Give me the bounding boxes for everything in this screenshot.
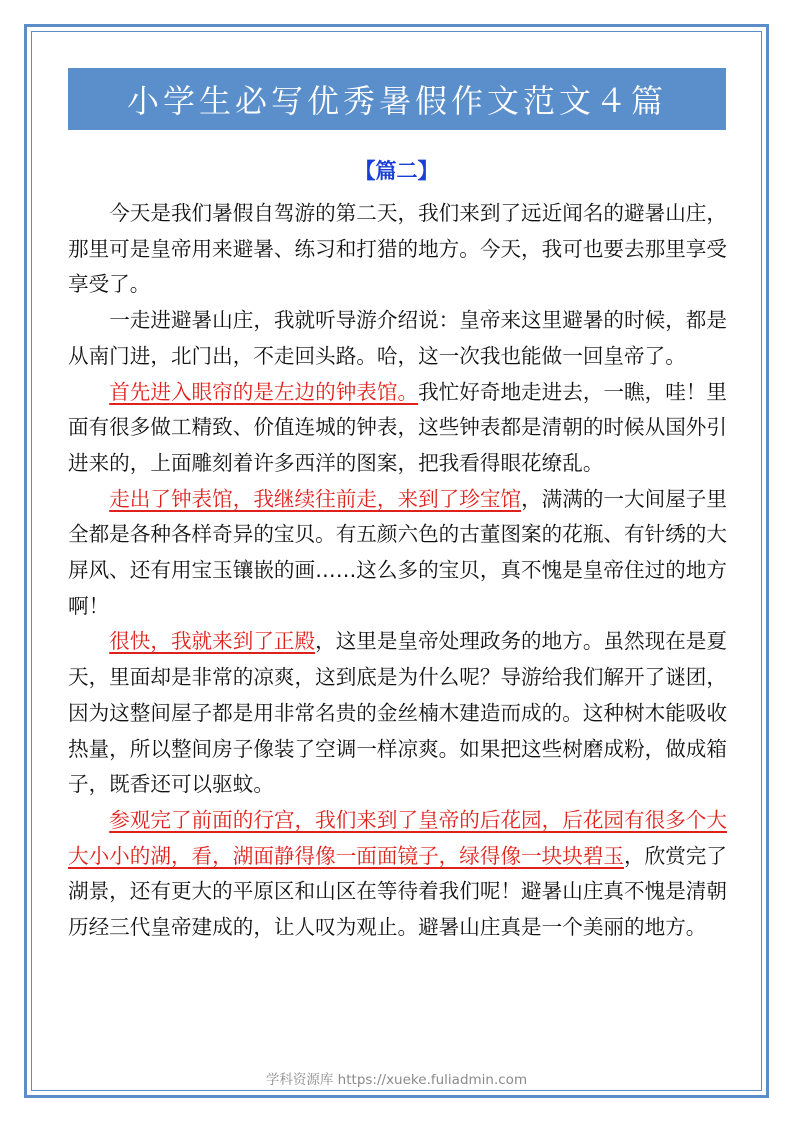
paragraph-1 (68, 196, 728, 303)
highlighted-sentence: 参观完了前面的行宫，我们来到了皇帝的后花园，后花园有很多个大大小小的湖，看，湖面静得像一面面镜子，绿得像一块块碧玉 (68, 807, 727, 868)
paragraph-3 (68, 375, 728, 482)
highlighted-sentence: 走出了钟表馆，我继续往前走，来到了珍宝馆 (109, 486, 522, 511)
paragraph-text: ，欣赏完了湖景，还有更大的平原区和山区在等待着我们呢！避暑山庄真不愧是清朝历经三代皇帝建成的，让人叹为观止。避暑山庄真是一个美丽的地方。 (68, 843, 727, 940)
title-banner (68, 68, 726, 130)
paragraph-4 (68, 482, 728, 625)
footer-source: 学科资源库 https://xueke.fuliadmin.com (265, 1072, 528, 1088)
highlighted-sentence: 首先进入眼帘的是左边的钟表馆。 (109, 379, 419, 404)
paragraph-text: 一走进避暑山庄，我就听导游介绍说：皇帝来这里避暑的时候，都是从南门进，北门出，不走回头路。哈，这一次我也能做一回皇帝了。 (68, 308, 727, 368)
paragraph-text: ，满满的一大间屋子里全都是各种各样奇异的宝贝。有五颜六色的古董图案的花瓶、有针绣的大屏风、还有用宝玉镶嵌的画……这么多的宝贝，真不愧是皇帝住过的地方啊！ (68, 486, 727, 618)
document-title: 小学生必写优秀暑假作文范文４篇 (126, 82, 667, 120)
paragraph-text: 今天是我们暑假自驾游的第二天，我们来到了远近闻名的避暑山庄，那里可是皇帝用来避暑、练习和打猎的地方。今天，我可也要去那里享受享受了。 (68, 201, 727, 297)
paragraph-2 (68, 303, 728, 374)
paragraph-text: ，这里是皇帝处理政务的地方。虽然现在是夏天，里面却是非常的凉爽，这到底是为什么呢？导游给我们解开了谜团，因为这整间屋子都是用非常名贵的金丝楠木建造而成的。这种树木能吸收热量，所以整间房子像装了空调一样凉爽。如果把这些树磨成粉，做成箱子，既香还可以驱蚊。 (68, 629, 727, 797)
highlighted-sentence: 很快，我就来到了正殿 (109, 629, 316, 654)
section-heading: 【篇二】 (354, 159, 439, 183)
essay-body (68, 196, 728, 946)
paragraph-text: 我忙好奇地走进去，一瞧，哇！里面有很多做工精致、价值连城的钟表，这些钟表都是清朝的时候从国外引进来的，上面雕刻着许多西洋的图案，把我看得眼花缭乱。 (68, 379, 727, 475)
paragraph-6 (68, 803, 728, 946)
paragraph-5 (68, 624, 728, 803)
